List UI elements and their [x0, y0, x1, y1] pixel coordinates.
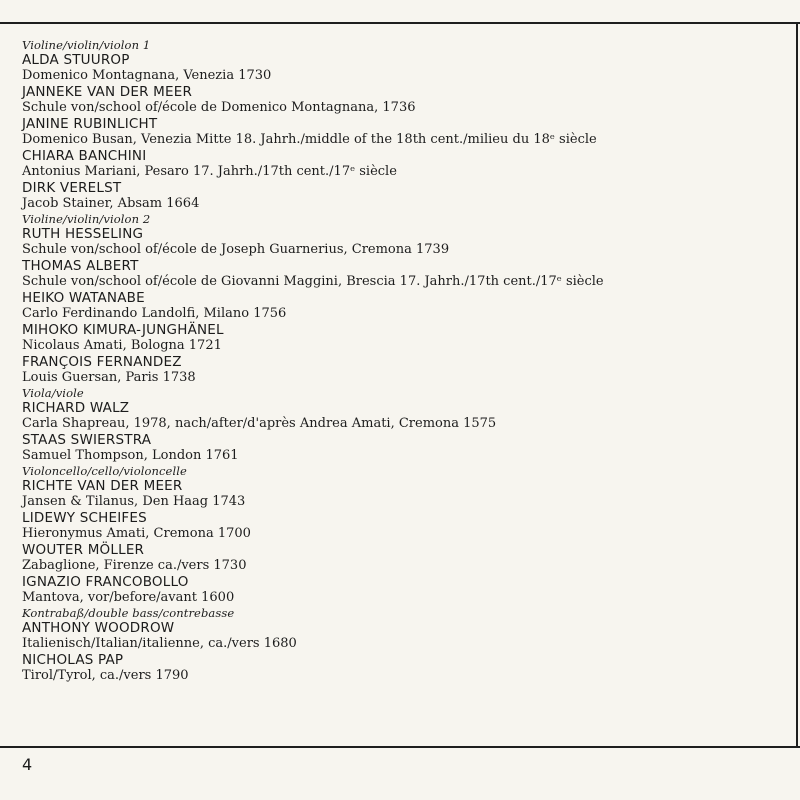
- section-double-bass: [22, 606, 782, 684]
- section-label: Violine/violin/violon 2: [22, 212, 151, 226]
- section-label: Viola/viole: [22, 386, 84, 400]
- player-name: MIHOKO KIMURA-JUNGHÄNEL: [22, 322, 224, 338]
- instrument-description: Zabaglione, Firenze ca./vers 1730: [22, 558, 247, 573]
- page-number: 4: [22, 755, 33, 774]
- instrument-description: Schule von/school of/école de Joseph Guarnerius, Cremona 1739: [22, 242, 450, 257]
- instrument-description: Mantova, vor/before/avant 1600: [22, 590, 235, 605]
- player-name: JANINE RUBINLICHT: [22, 116, 158, 132]
- bottom-rule: [0, 746, 800, 748]
- instrument-description: Jansen & Tilanus, Den Haag 1743: [22, 494, 246, 509]
- section-label: Kontrabaß/double bass/contrebasse: [22, 606, 235, 620]
- player-name: RICHTE VAN DER MEER: [22, 478, 183, 494]
- instrument-description: Italienisch/Italian/italienne, ca./vers 1680: [22, 636, 297, 651]
- section-viola: [22, 386, 782, 464]
- instrument-description: Antonius Mariani, Pesaro 17. Jahrh./17th cent./17ᵉ siècle: [22, 164, 397, 179]
- player-name: ANTHONY WOODROW: [22, 620, 175, 636]
- player-name: WOUTER MÖLLER: [22, 542, 145, 558]
- player-name: RICHARD WALZ: [22, 400, 130, 416]
- instrument-description: Schule von/school of/école de Domenico Montagnana, 1736: [22, 100, 416, 115]
- instrument-description: Domenico Busan, Venezia Mitte 18. Jahrh./middle of the 18th cent./milieu du 18ᵉ siècle: [22, 132, 597, 147]
- player-name: THOMAS ALBERT: [22, 258, 139, 274]
- player-name: RUTH HESSELING: [22, 226, 144, 242]
- instrument-description: Nicolaus Amati, Bologna 1721: [22, 338, 222, 353]
- right-rule: [796, 22, 798, 748]
- instrument-description: Samuel Thompson, London 1761: [22, 448, 239, 463]
- player-name: STAAS SWIERSTRA: [22, 432, 152, 448]
- top-rule: [0, 22, 800, 24]
- player-name: ALDA STUUROP: [22, 52, 130, 68]
- player-name: IGNAZIO FRANCOBOLLO: [22, 574, 189, 590]
- player-name: FRANÇOIS FERNANDEZ: [22, 354, 182, 370]
- section-violin-1: [22, 38, 782, 212]
- player-name: NICHOLAS PAP: [22, 652, 124, 668]
- instrument-description: Tirol/Tyrol, ca./vers 1790: [22, 668, 189, 683]
- player-name: CHIARA BANCHINI: [22, 148, 147, 164]
- instrument-description: Carla Shapreau, 1978, nach/after/d'après Andrea Amati, Cremona 1575: [22, 416, 497, 431]
- section-cello: [22, 464, 782, 606]
- section-label: Violine/violin/violon 1: [22, 38, 151, 52]
- player-name: HEIKO WATANABE: [22, 290, 145, 306]
- player-name: JANNEKE VAN DER MEER: [22, 84, 193, 100]
- orchestra-roster: [22, 38, 782, 684]
- instrument-description: Carlo Ferdinando Landolfi, Milano 1756: [22, 306, 287, 321]
- section-violin-2: [22, 212, 782, 386]
- instrument-description: Jacob Stainer, Absam 1664: [22, 196, 200, 211]
- instrument-description: Hieronymus Amati, Cremona 1700: [22, 526, 251, 541]
- instrument-description: Domenico Montagnana, Venezia 1730: [22, 68, 272, 83]
- section-label: Violoncello/cello/violoncelle: [22, 464, 187, 478]
- instrument-description: Schule von/school of/école de Giovanni Maggini, Brescia 17. Jahrh./17th cent./17ᵉ siècle: [22, 274, 604, 289]
- player-name: DIRK VERELST: [22, 180, 122, 196]
- player-name: LIDEWY SCHEIFES: [22, 510, 147, 526]
- instrument-description: Louis Guersan, Paris 1738: [22, 370, 196, 385]
